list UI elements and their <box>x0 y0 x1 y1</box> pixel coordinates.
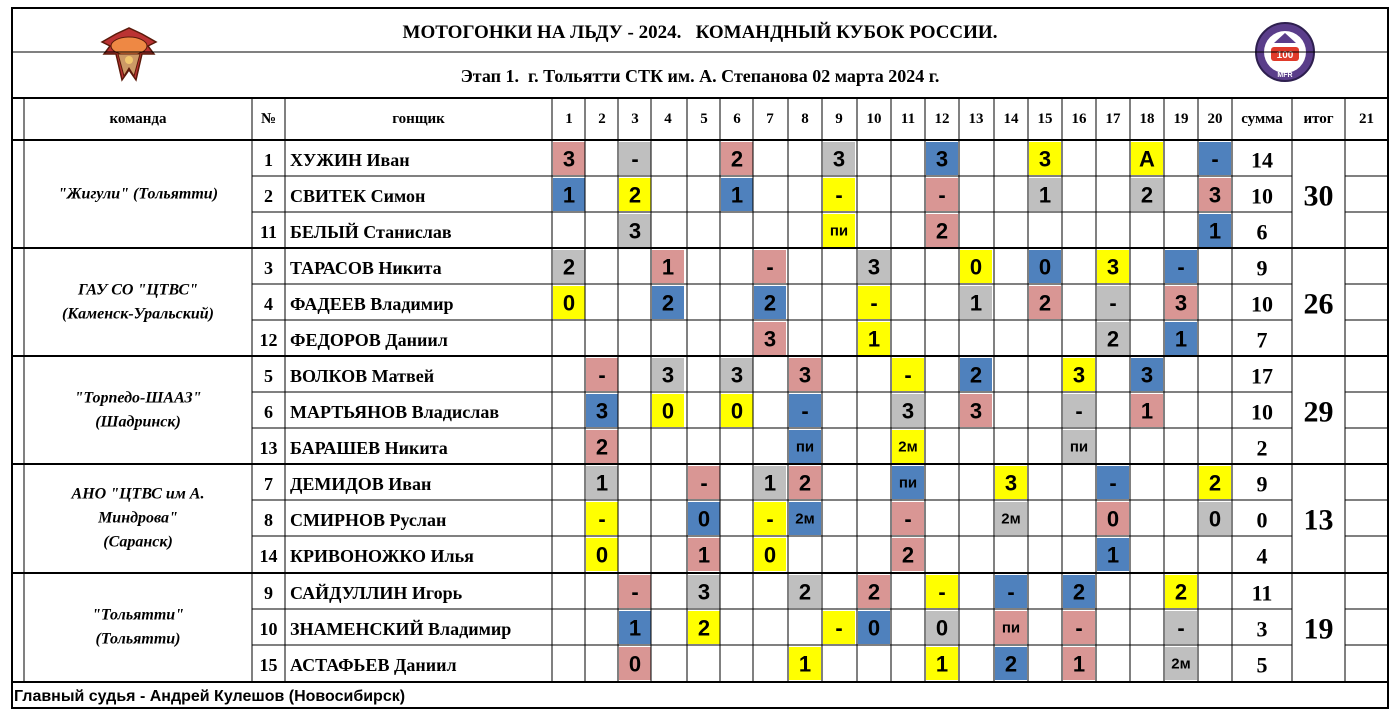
heat-result-5: 3 <box>697 579 711 605</box>
heat-result-11: 2 <box>901 542 915 568</box>
rider-name: АСТАФЬЕВ Даниил <box>290 655 457 675</box>
heat-result-16: пи <box>1069 438 1089 456</box>
heat-result-2: - <box>598 362 606 388</box>
heat-result-8: 2 <box>798 579 812 605</box>
rider-name: ДЕМИДОВ Иван <box>290 474 432 494</box>
team-name: АНО "ЦТВС им А. <box>71 485 205 503</box>
team-total: 13 <box>1303 503 1334 537</box>
heat-result-4: 1 <box>661 254 675 280</box>
header-rider: гонщик <box>392 111 445 127</box>
rider-name: ФАДЕЕВ Владимир <box>290 294 454 314</box>
heat-result-12: 1 <box>935 651 949 677</box>
rider-sum: 14 <box>1251 147 1273 173</box>
rider-number: 7 <box>264 474 273 494</box>
rider-name: КРИВОНОЖКО Илья <box>290 546 474 566</box>
heat-result-6: 1 <box>730 182 744 208</box>
rider-name: СВИТЕК Симон <box>290 186 426 206</box>
heat-result-14: пи <box>1001 619 1021 637</box>
page-subtitle: Этап 1. г. Тольятти СТК им. А. Степанова 02 марта 2024 г. <box>460 66 940 86</box>
heat-result-19: 1 <box>1174 326 1188 352</box>
heat-result-15: 3 <box>1038 146 1052 172</box>
heat-result-13: 2 <box>969 362 983 388</box>
rider-sum: 10 <box>1251 399 1273 425</box>
svg-text:100: 100 <box>1276 50 1294 61</box>
team-name: (Каменск-Уральский) <box>61 305 215 323</box>
heat-result-15: 2 <box>1038 290 1052 316</box>
header-heat-6: 6 <box>733 111 741 127</box>
heat-result-18: 3 <box>1140 362 1154 388</box>
header-total: итог <box>1303 111 1334 127</box>
rider-number: 10 <box>259 619 278 639</box>
header-heat-10: 10 <box>866 111 882 127</box>
heat-result-11: - <box>904 506 912 532</box>
header-heat-7: 7 <box>766 111 774 127</box>
team-total: 26 <box>1303 287 1334 321</box>
heat-result-4: 2 <box>661 290 675 316</box>
team-name: ГАУ СО "ЦТВС" <box>77 281 199 299</box>
rider-sum: 10 <box>1251 183 1273 209</box>
heat-result-9: 3 <box>832 146 846 172</box>
header-heat-11: 11 <box>900 111 916 127</box>
heat-result-18: 2 <box>1140 182 1154 208</box>
rider-name: ФЕДОРОВ Даниил <box>290 330 448 350</box>
heat-result-14: 2м <box>1001 510 1021 528</box>
team-name: "Жигули" (Тольятти) <box>57 185 219 203</box>
heat-result-8: 2м <box>795 510 815 528</box>
rider-number: 11 <box>259 222 278 242</box>
heat-result-19: - <box>1177 254 1185 280</box>
heat-result-17: 1 <box>1106 542 1120 568</box>
rider-sum: 6 <box>1256 219 1268 245</box>
heat-result-17: - <box>1109 470 1117 496</box>
heat-result-5: 2 <box>697 615 711 641</box>
heat-result-20: 3 <box>1208 182 1222 208</box>
heat-result-7: - <box>766 254 774 280</box>
header-sum: сумма <box>1241 111 1283 127</box>
heat-result-16: 1 <box>1072 651 1086 677</box>
rider-sum: 5 <box>1256 652 1268 678</box>
heat-result-20: 1 <box>1208 218 1222 244</box>
header-num: № <box>260 111 277 127</box>
heat-result-11: 2м <box>898 438 918 456</box>
header-heat-15: 15 <box>1037 111 1053 127</box>
rider-name: СМИРНОВ Руслан <box>290 510 447 530</box>
heat-result-3: 3 <box>628 218 642 244</box>
header-heat-9: 9 <box>835 111 843 127</box>
rider-sum: 11 <box>1251 580 1273 606</box>
heat-result-3: - <box>631 146 639 172</box>
heat-result-13: 1 <box>969 290 983 316</box>
heat-result-8: - <box>801 398 809 424</box>
rider-name: ТАРАСОВ Никита <box>290 258 442 278</box>
heat-result-6: 3 <box>730 362 744 388</box>
heat-result-1: 0 <box>562 290 576 316</box>
heat-result-4: 3 <box>661 362 675 388</box>
svg-text:MFR: MFR <box>1277 72 1293 79</box>
heat-result-3: 2 <box>628 182 642 208</box>
heat-result-19: 3 <box>1174 290 1188 316</box>
rider-sum: 17 <box>1251 363 1273 389</box>
heat-result-15: 1 <box>1038 182 1052 208</box>
heat-result-5: 1 <box>697 542 711 568</box>
header-heat-4: 4 <box>664 111 672 127</box>
rider-number: 3 <box>264 258 273 278</box>
rider-number: 14 <box>259 546 278 566</box>
heat-result-19: - <box>1177 615 1185 641</box>
team-name: (Тольятти) <box>95 630 181 648</box>
heat-result-1: 2 <box>562 254 576 280</box>
heat-result-1: 1 <box>562 182 576 208</box>
page-title: МОТОГОНКИ НА ЛЬДУ - 2024. КОМАНДНЫЙ КУБОК РОССИИ. <box>402 22 998 43</box>
heat-result-17: - <box>1109 290 1117 316</box>
heat-result-18: А <box>1139 146 1155 172</box>
header-heat-8: 8 <box>801 111 809 127</box>
heat-result-5: - <box>700 470 708 496</box>
heat-result-7: - <box>766 506 774 532</box>
heat-result-12: - <box>938 182 946 208</box>
rider-name: ХУЖИН Иван <box>290 150 410 170</box>
heat-result-10: 0 <box>867 615 881 641</box>
heat-result-16: 3 <box>1072 362 1086 388</box>
header-team: команда <box>109 111 167 127</box>
rider-sum: 7 <box>1256 327 1268 353</box>
heat-result-9: - <box>835 182 843 208</box>
team-total: 30 <box>1303 179 1334 213</box>
rider-name: БЕЛЫЙ Станислав <box>290 222 452 242</box>
heat-result-8: 1 <box>798 651 812 677</box>
header-heat-1: 1 <box>565 111 573 127</box>
rider-sum: 3 <box>1256 616 1268 642</box>
heat-result-13: 3 <box>969 398 983 424</box>
heat-result-19: 2м <box>1171 655 1191 673</box>
heat-result-5: 0 <box>697 506 711 532</box>
heat-result-16: - <box>1075 398 1083 424</box>
rider-sum: 10 <box>1251 291 1273 317</box>
header-heat-20: 20 <box>1207 111 1223 127</box>
header-heat-18: 18 <box>1139 111 1155 127</box>
heat-result-10: 3 <box>867 254 881 280</box>
heat-result-12: 3 <box>935 146 949 172</box>
heat-result-9: - <box>835 615 843 641</box>
heat-result-20: - <box>1211 146 1219 172</box>
heat-result-12: - <box>938 579 946 605</box>
heat-result-7: 1 <box>763 470 777 496</box>
team-name: Миндрова" <box>98 509 178 527</box>
heat-result-3: 0 <box>628 651 642 677</box>
header-heat-5: 5 <box>700 111 708 127</box>
rider-number: 4 <box>264 294 273 314</box>
heat-result-9: пи <box>829 222 849 240</box>
heat-result-14: - <box>1007 579 1015 605</box>
heat-result-3: 1 <box>628 615 642 641</box>
header-heat-3: 3 <box>631 111 639 127</box>
heat-result-7: 3 <box>763 326 777 352</box>
heat-result-12: 2 <box>935 218 949 244</box>
rider-number: 9 <box>264 583 273 603</box>
heat-result-2: 2 <box>595 434 609 460</box>
heat-result-6: 0 <box>730 398 744 424</box>
rider-number: 6 <box>264 402 273 422</box>
heat-result-11: пи <box>898 474 918 492</box>
heat-result-4: 0 <box>661 398 675 424</box>
rider-number: 1 <box>264 150 273 170</box>
rider-name: САЙДУЛЛИН Игорь <box>290 583 463 603</box>
rider-name: МАРТЬЯНОВ Владислав <box>290 402 500 422</box>
heat-result-13: 0 <box>969 254 983 280</box>
header-heat-14: 14 <box>1003 111 1019 127</box>
heat-result-17: 3 <box>1106 254 1120 280</box>
rider-sum: 4 <box>1256 543 1268 569</box>
heat-result-20: 0 <box>1208 506 1222 532</box>
heat-result-18: 1 <box>1140 398 1154 424</box>
rider-name: ВОЛКОВ Матвей <box>290 366 435 386</box>
heat-result-10: 1 <box>867 326 881 352</box>
rider-number: 5 <box>264 366 273 386</box>
team-total: 29 <box>1303 395 1334 429</box>
team-total: 19 <box>1303 612 1334 646</box>
header-extra: 21 <box>1359 111 1374 127</box>
heat-result-10: - <box>870 290 878 316</box>
heat-result-11: - <box>904 362 912 388</box>
header-heat-2: 2 <box>598 111 606 127</box>
rider-sum: 0 <box>1256 507 1268 533</box>
heat-result-2: 3 <box>595 398 609 424</box>
rider-name: БАРАШЕВ Никита <box>290 438 448 458</box>
heat-result-10: 2 <box>867 579 881 605</box>
heat-result-2: 0 <box>595 542 609 568</box>
heat-result-20: 2 <box>1208 470 1222 496</box>
team-name: (Шадринск) <box>95 413 181 431</box>
heat-result-8: 3 <box>798 362 812 388</box>
rider-sum: 9 <box>1256 255 1268 281</box>
heat-result-3: - <box>631 579 639 605</box>
heat-result-15: 0 <box>1038 254 1052 280</box>
header-heat-16: 16 <box>1071 111 1087 127</box>
rider-number: 2 <box>264 186 273 206</box>
rider-name: ЗНАМЕНСКИЙ Владимир <box>290 619 512 639</box>
chief-judge: Главный судья - Андрей Кулешов (Новосибирск) <box>14 688 406 705</box>
heat-result-17: 0 <box>1106 506 1120 532</box>
rider-sum: 9 <box>1256 471 1268 497</box>
header-heat-12: 12 <box>934 111 950 127</box>
header-heat-13: 13 <box>968 111 984 127</box>
heat-result-6: 2 <box>730 146 744 172</box>
heat-result-14: 2 <box>1004 651 1018 677</box>
heat-result-16: - <box>1075 615 1083 641</box>
header-heat-19: 19 <box>1173 111 1189 127</box>
rider-number: 8 <box>264 510 273 530</box>
heat-result-14: 3 <box>1004 470 1018 496</box>
heat-result-8: 2 <box>798 470 812 496</box>
team-name: "Тольятти" <box>91 606 185 624</box>
header-heat-17: 17 <box>1105 111 1121 127</box>
heat-result-2: - <box>598 506 606 532</box>
team-name: (Саранск) <box>103 533 173 551</box>
rider-number: 13 <box>259 438 278 458</box>
team-name: "Торпедо-ШААЗ" <box>74 389 202 407</box>
heat-result-12: 0 <box>935 615 949 641</box>
heat-result-7: 0 <box>763 542 777 568</box>
heat-result-11: 3 <box>901 398 915 424</box>
heat-result-17: 2 <box>1106 326 1120 352</box>
heat-result-2: 1 <box>595 470 609 496</box>
rider-number: 15 <box>259 655 278 675</box>
heat-result-1: 3 <box>562 146 576 172</box>
heat-result-8: пи <box>795 438 815 456</box>
heat-result-7: 2 <box>763 290 777 316</box>
heat-result-16: 2 <box>1072 579 1086 605</box>
heat-result-19: 2 <box>1174 579 1188 605</box>
rider-sum: 2 <box>1256 435 1268 461</box>
rider-number: 12 <box>259 330 278 350</box>
